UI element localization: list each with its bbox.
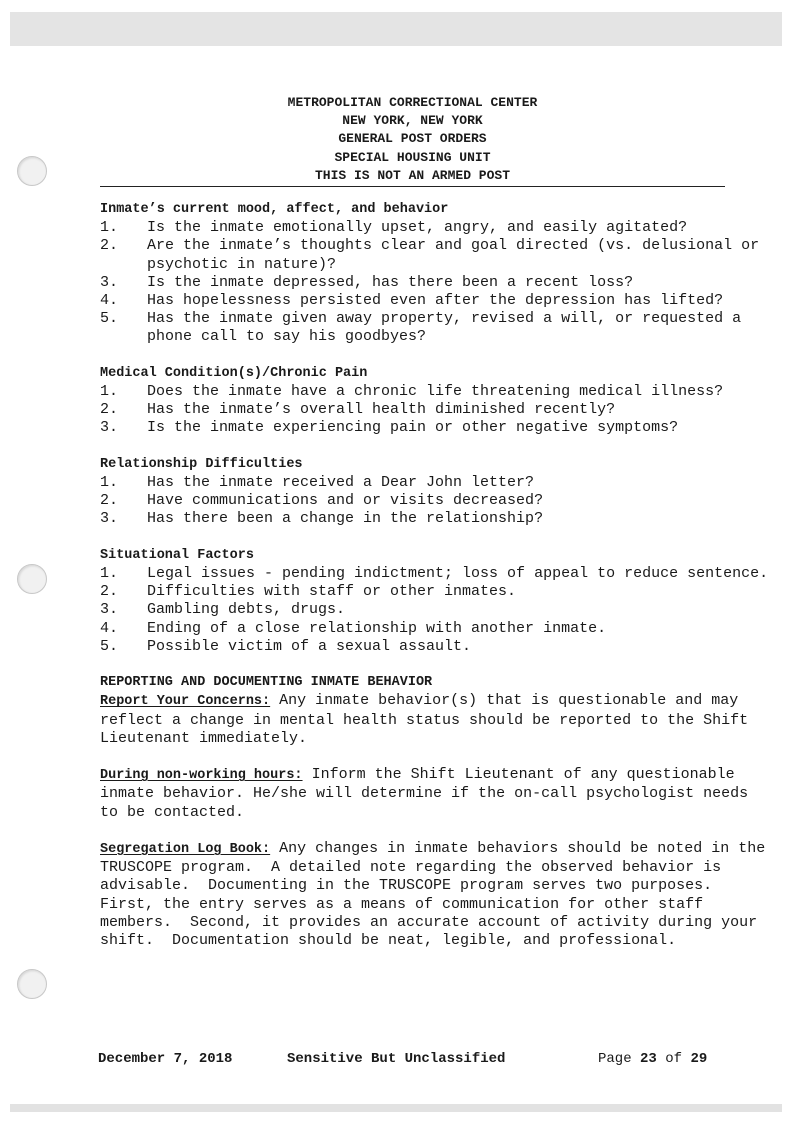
list-number: 3.	[100, 510, 119, 528]
paragraph-report-concerns	[100, 692, 770, 748]
list-item	[100, 292, 770, 310]
list-number: 3.	[100, 419, 119, 437]
list-text: Has hopelessness persisted even after the depression has lifted?	[147, 292, 724, 309]
footer-date: December 7, 2018	[98, 1051, 233, 1067]
section-title: Medical Condition(s)/Chronic Pain	[100, 365, 368, 381]
paragraph-text: Any changes in inmate behaviors should be noted in the TRUSCOPE program. A detailed note regarding the observed behavior is advisable. Documenting in the TRUSCOPE program serves two purposes. First, the entry serves as a means of communication for other staff members. Second, it provides an accurate account of activity during your shift. Documentation should be neat, legible, and professional.	[100, 839, 775, 949]
list-text: Has the inmate given away property, revised a will, or requested a phone call to say his goodbyes?	[147, 310, 742, 346]
list-text: Gambling debts, drugs.	[147, 601, 346, 619]
scan-edge-top	[10, 12, 782, 46]
list-item	[100, 274, 770, 292]
page-current: 23	[640, 1051, 657, 1067]
list-number: 2.	[100, 583, 119, 601]
punch-hole-top	[17, 156, 47, 186]
section-mood	[100, 201, 770, 347]
header-line-orders: GENERAL POST ORDERS	[338, 131, 487, 147]
scan-edge-bottom	[10, 1104, 782, 1112]
list-text: Ending of a close relationship with another inmate.	[147, 619, 607, 637]
list-item	[100, 310, 770, 346]
list-item	[100, 565, 770, 583]
paragraph-lead: During non-working hours:	[100, 768, 303, 784]
list-number: 2.	[100, 492, 119, 510]
list-item	[100, 237, 770, 273]
list-number: 2.	[100, 237, 119, 255]
list-item	[100, 510, 770, 528]
list-item	[100, 401, 770, 419]
list-text: Have communications and or visits decreased?	[147, 492, 544, 510]
list-text: Does the inmate have a chronic life threatening medical illness?	[147, 382, 724, 400]
punch-hole-middle	[17, 564, 47, 594]
header-line-unit: SPECIAL HOUSING UNIT	[334, 149, 491, 165]
section-reporting	[100, 674, 775, 950]
list-item	[100, 474, 770, 492]
list-text: Is the inmate emotionally upset, angry, and easily agitated?	[147, 219, 688, 237]
list-item	[100, 219, 770, 237]
section-title: Relationship Difficulties	[100, 456, 303, 472]
list-number: 3.	[100, 601, 119, 619]
list-text: Possible victim of a sexual assault.	[147, 637, 472, 655]
header-line-post: THIS IS NOT AN ARMED POST	[314, 167, 511, 183]
list-number: 5.	[100, 310, 119, 328]
section-medical	[100, 365, 770, 438]
list-number: 5.	[100, 637, 119, 655]
list-number: 3.	[100, 273, 119, 291]
page-label: Page	[598, 1051, 632, 1067]
list-item	[100, 492, 770, 510]
list-item	[100, 419, 770, 437]
list-number: 2.	[100, 401, 119, 419]
list-number: 4.	[100, 619, 119, 637]
paragraph-non-working-hours	[100, 766, 770, 822]
section-title: REPORTING AND DOCUMENTING INMATE BEHAVIOR	[100, 675, 433, 691]
section-relationship	[100, 456, 770, 529]
footer-classification: Sensitive But Unclassified	[287, 1051, 506, 1067]
list-text: Has the inmate received a Dear John letter?	[147, 473, 535, 491]
list-item	[100, 601, 770, 619]
footer-page-number	[598, 1051, 707, 1067]
page-total: 29	[690, 1051, 708, 1067]
paragraph-log-book	[100, 839, 775, 950]
list-number: 1.	[100, 564, 119, 582]
section-title: Inmate’s current mood, affect, and behavior	[100, 202, 449, 217]
list-text: Is the inmate depressed, has there been a recent loss?	[147, 273, 634, 291]
section-situational	[100, 547, 770, 656]
list-text: Has the inmate’s overall health diminished recently?	[147, 401, 616, 419]
header-divider	[100, 186, 725, 187]
paragraph-text: Any inmate behavior(s) that is questionable and may reflect a change in mental health status should be reported to the Shift Lieutenant immediately.	[100, 692, 749, 747]
header-line-facility: METROPOLITAN CORRECTIONAL CENTER	[287, 95, 538, 110]
document-header	[100, 94, 725, 185]
list-item	[100, 583, 770, 601]
list-text: Legal issues - pending indictment; loss of appeal to reduce sentence.	[147, 564, 769, 582]
list-item	[100, 383, 770, 401]
punch-hole-bottom	[17, 969, 47, 999]
paragraph-lead: Report Your Concerns:	[100, 694, 271, 710]
paragraph-lead: Segregation Log Book:	[100, 841, 271, 857]
section-title: Situational Factors	[100, 547, 254, 563]
header-line-city: NEW YORK, NEW YORK	[342, 113, 483, 129]
page-of: of	[665, 1051, 683, 1067]
paragraph-text: Inform the Shift Lieutenant of any questionable inmate behavior. He/she will determine if the on-call psychologist needs to be contacted.	[100, 766, 749, 821]
list-number: 1.	[100, 473, 119, 491]
list-text: Has there been a change in the relationship?	[147, 510, 544, 528]
list-text: Difficulties with staff or other inmates.	[147, 583, 517, 601]
list-item	[100, 620, 770, 638]
document-body	[100, 201, 775, 950]
list-number: 1.	[100, 382, 119, 400]
list-text: Are the inmate’s thoughts clear and goal directed (vs. delusional or psychotic in nature)?	[147, 237, 760, 273]
list-text: Is the inmate experiencing pain or other negative symptoms?	[147, 419, 679, 437]
list-number: 1.	[100, 219, 119, 237]
list-number: 4.	[100, 292, 119, 309]
list-item	[100, 638, 770, 656]
